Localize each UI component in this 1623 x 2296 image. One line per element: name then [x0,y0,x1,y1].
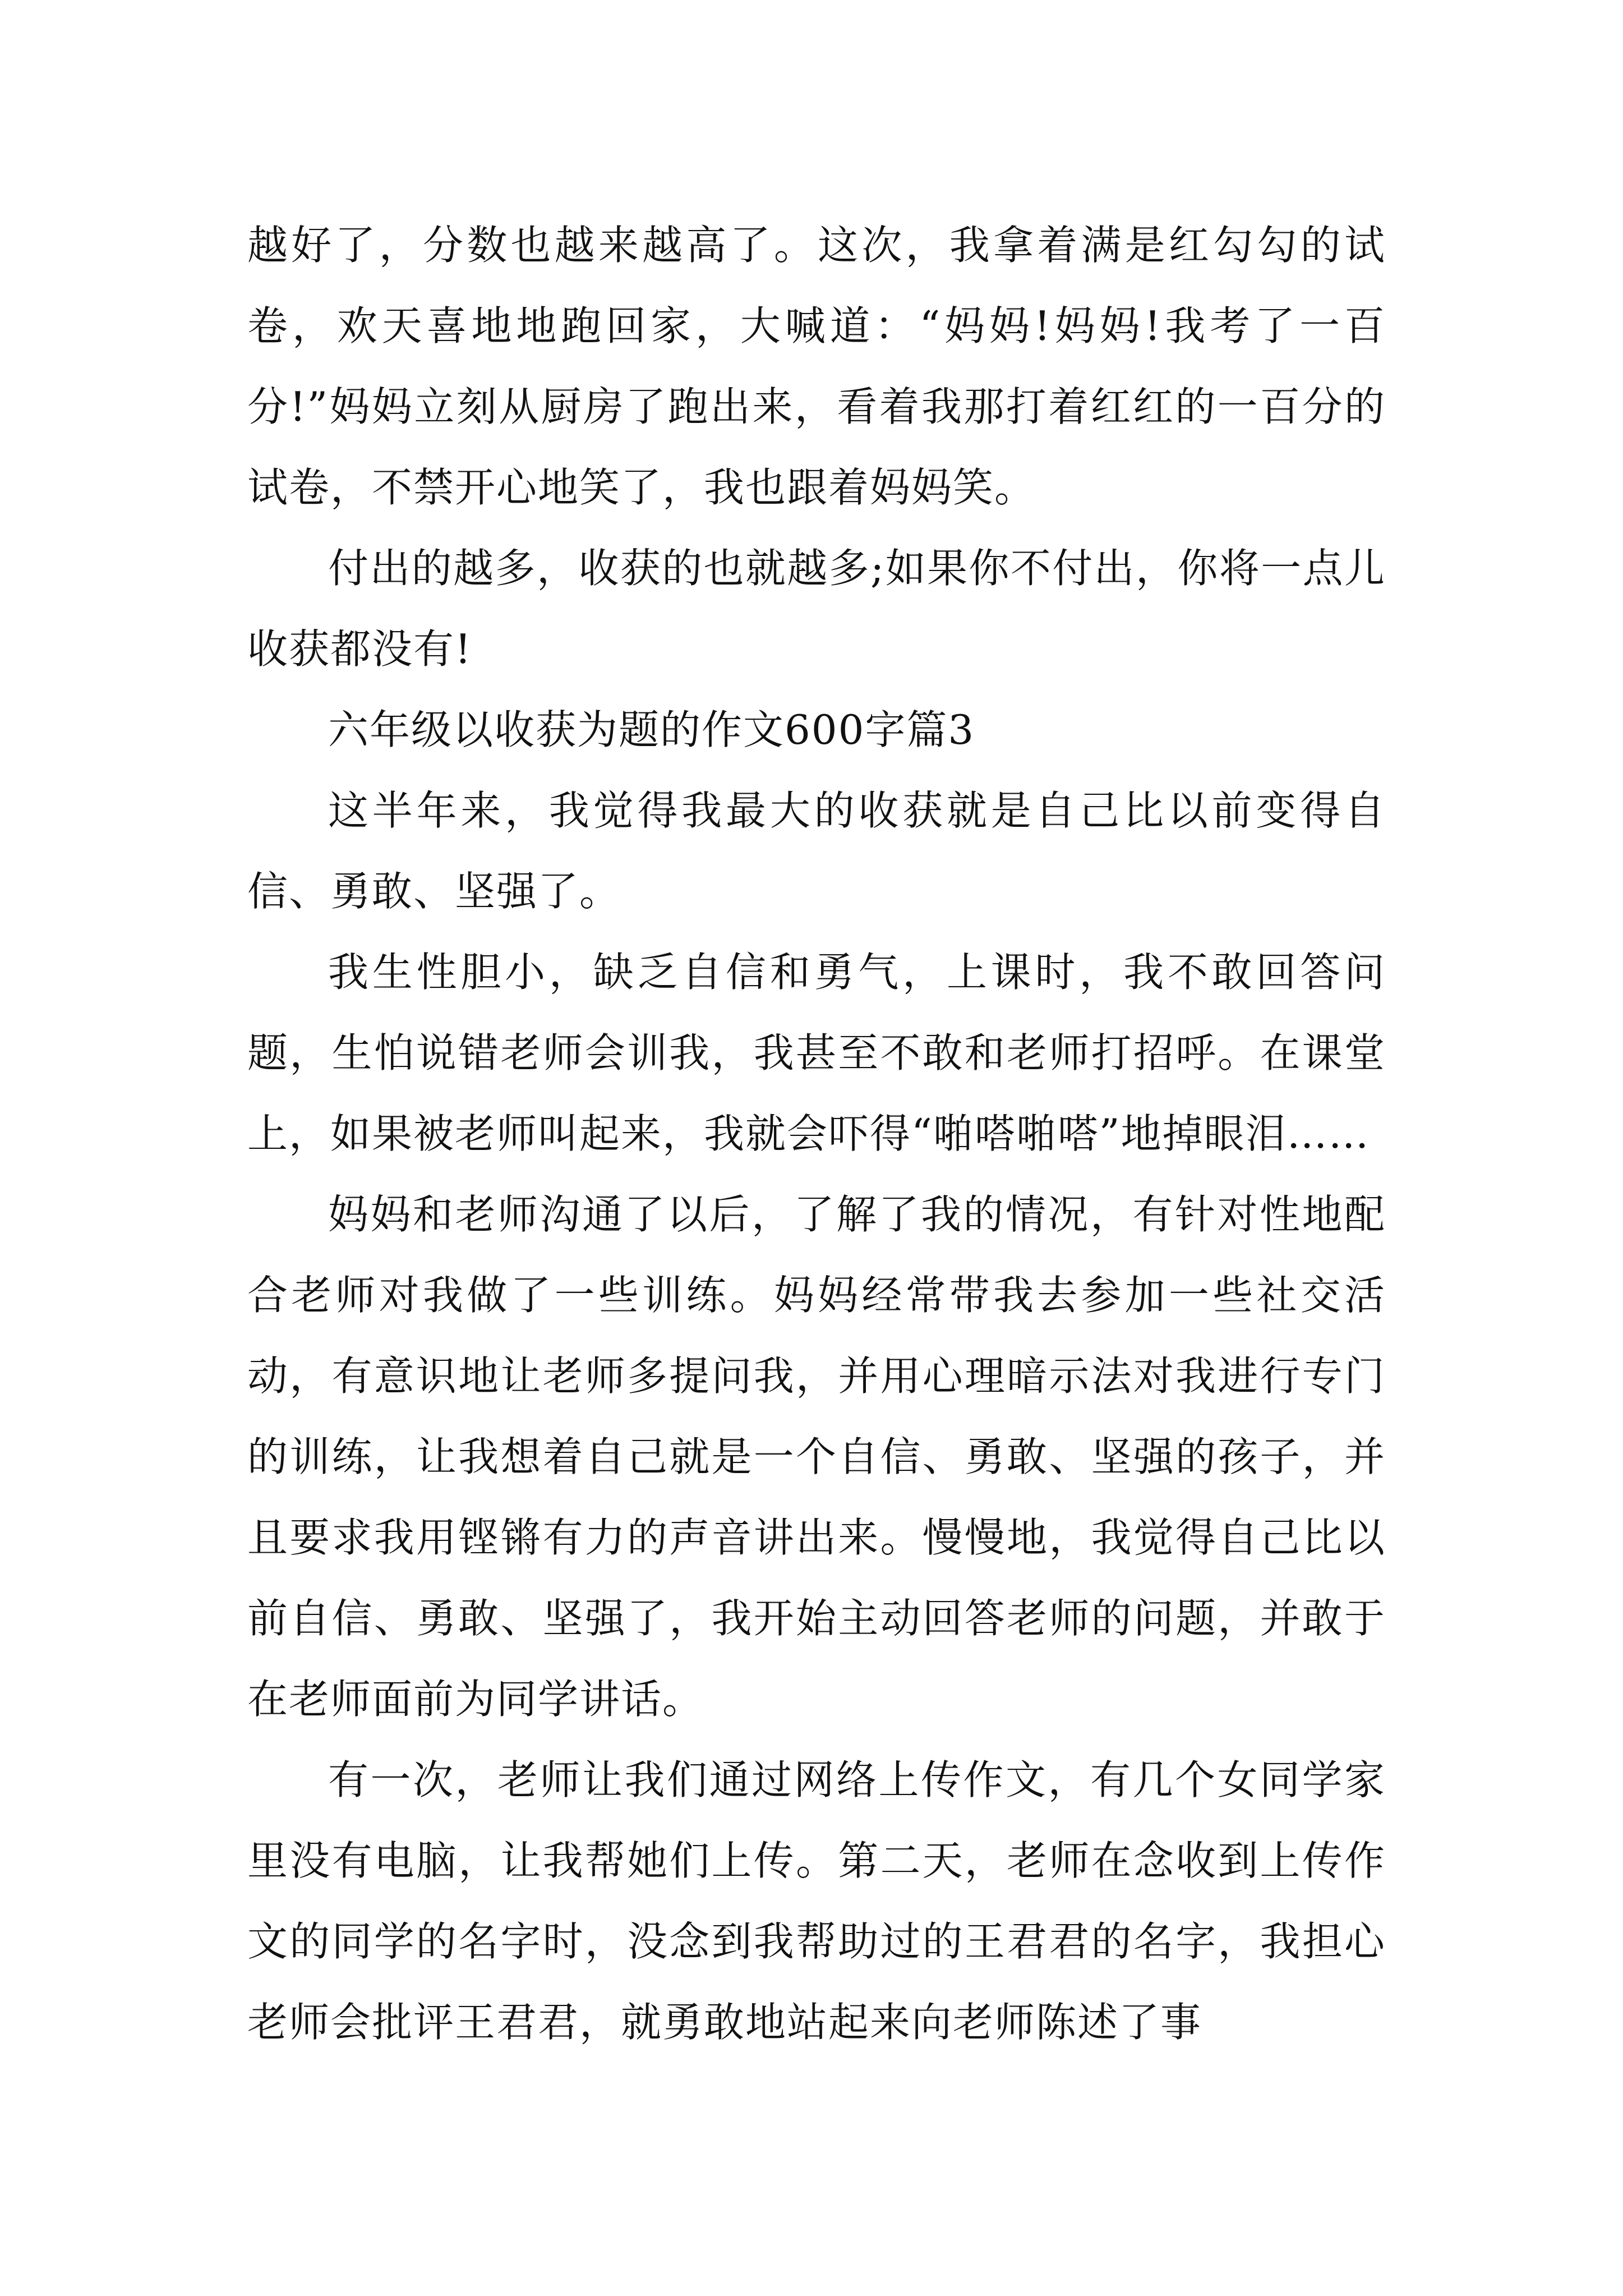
paragraph-conclusion: 付出的越多，收获的也就越多;如果你不付出，你将一点儿收获都没有! [247,545,1386,673]
paragraph-training: 妈妈和老师沟通了以后，了解了我的情况，有针对性地配合老师对我做了一些训练。妈妈经常带我去参加一些社交活动，有意识地让老师多提问我，并用心理暗示法对我进行专门的训练，让我想着自己就是一个自信、勇敢、坚强的孩子，并且要求我用铿锵有力的声音讲出来。慢慢地，我觉得自己比以前自信、勇敢、坚强了，我开始主动回答老师的问题，并敢于在老师面前为同学讲话。 [247,1191,1386,1723]
paragraph-continued: 越好了，分数也越来越高了。这次，我拿着满是红勾勾的试卷，欢天喜地地跑回家，大喊道：“妈妈!妈妈!我考了一百分!”妈妈立刻从厨房了跑出来，看着我那打着红红的一百分的试卷，不禁开心地笑了，我也跟着妈妈笑。 [247,222,1386,511]
paragraph-upload-story: 有一次，老师让我们通过网络上传作文，有几个女同学家里没有电脑，让我帮她们上传。第二天，老师在念收到上传作文的同学的名字时，没念到我帮助过的王君君的名字，我担心老师会批评王君君，就勇敢地站起来向老师陈述了事 [247,1756,1386,2046]
essay-heading: 六年级以收获为题的作文600字篇3 [328,706,975,753]
essay-text [247,205,1386,2063]
paragraph-timid: 我生性胆小，缺乏自信和勇气，上课时，我不敢回答问题，生怕说错老师会训我，我甚至不敢和老师打招呼。在课堂上，如果被老师叫起来，我就会吓得“啪嗒啪嗒”地掉眼泪…… [247,949,1386,1157]
paragraph-intro: 这半年来，我觉得我最大的收获就是自己比以前变得自信、勇敢、坚强了。 [247,787,1386,915]
